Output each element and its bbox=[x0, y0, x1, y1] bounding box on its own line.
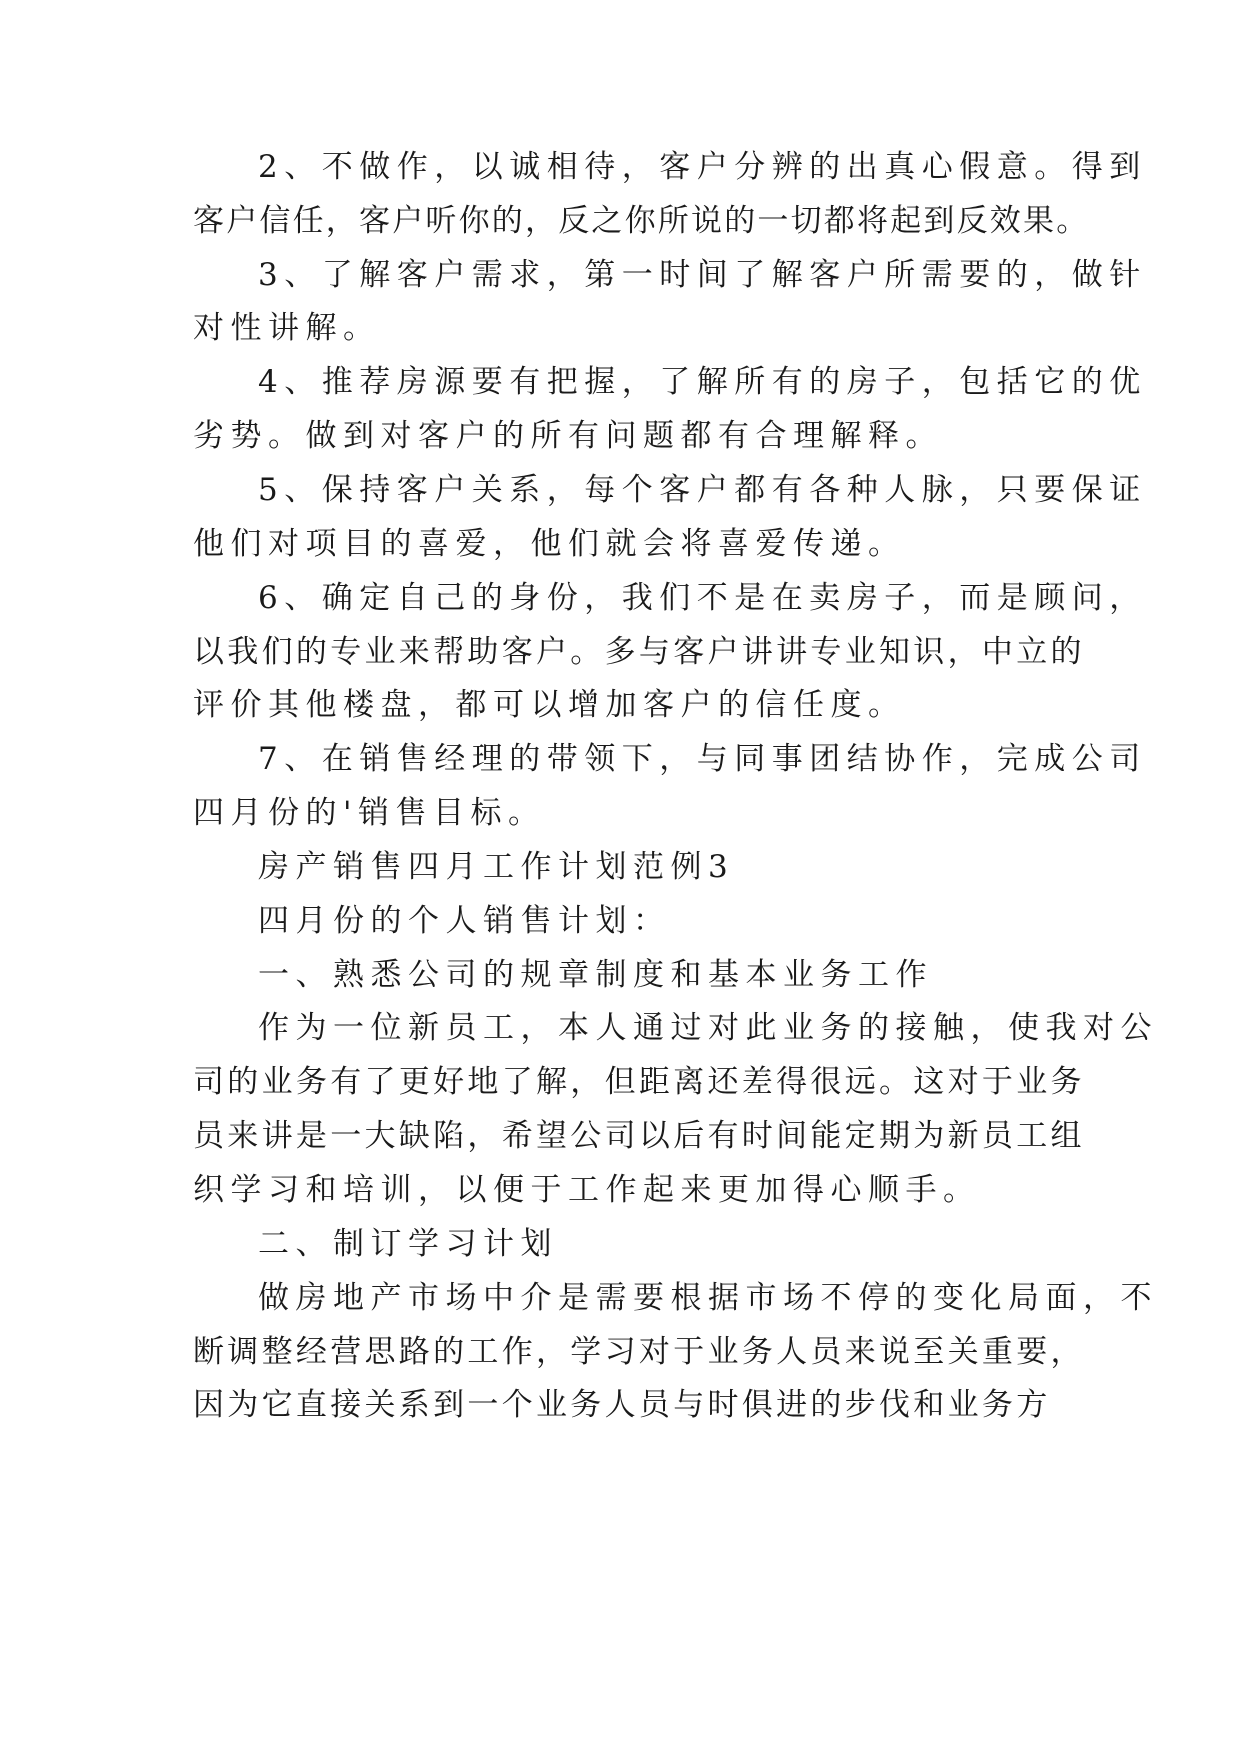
section-heading: 一、熟悉公司的规章制度和基本业务工作 bbox=[258, 957, 933, 993]
section-heading: 房产销售四月工作计划范例3 bbox=[258, 849, 735, 885]
paragraph-line: 5、保持客户关系，每个客户都有各种人脉，只要保证 bbox=[258, 472, 1147, 508]
paragraph-line: 对性讲解。 bbox=[193, 310, 381, 346]
paragraph-line: 7、在销售经理的带领下，与同事团结协作，完成公司 bbox=[258, 741, 1147, 777]
paragraph-line: 他们对项目的喜爱，他们就会将喜爱传递。 bbox=[193, 526, 906, 562]
paragraph-line: 4、推荐房源要有把握，了解所有的房子，包括它的优 bbox=[258, 364, 1147, 400]
paragraph-line: 做房地产市场中介是需要根据市场不停的变化局面，不 bbox=[258, 1280, 1158, 1316]
paragraph-line: 司的业务有了更好地了解，但距离还差得很远。这对于业务 bbox=[193, 1064, 1085, 1100]
paragraph-line: 2、不做作，以诚相待，客户分辨的出真心假意。得到 bbox=[258, 149, 1147, 185]
paragraph-line: 评价其他楼盘，都可以增加客户的信任度。 bbox=[193, 687, 906, 723]
paragraph-line: 四月份的'销售目标。 bbox=[193, 795, 546, 831]
paragraph-line: 客户信任，客户听你的，反之你所说的一切都将起到反效果。 bbox=[193, 203, 1090, 239]
paragraph-line: 3、了解客户需求，第一时间了解客户所需要的，做针 bbox=[258, 257, 1147, 293]
paragraph-line: 断调整经营思路的工作，学习对于业务人员来说至关重要， bbox=[193, 1334, 1085, 1370]
paragraph-line: 劣势。做到对客户的所有问题都有合理解释。 bbox=[193, 418, 943, 454]
section-heading: 二、制订学习计划 bbox=[258, 1226, 558, 1262]
section-heading: 四月份的个人销售计划： bbox=[258, 903, 671, 939]
paragraph-line: 织学习和培训，以便于工作起来更加得心顺手。 bbox=[193, 1172, 981, 1208]
paragraph-line: 6、确定自己的身份，我们不是在卖房子，而是顾问， bbox=[258, 580, 1147, 616]
paragraph-line: 以我们的专业来帮助客户。多与客户讲讲专业知识，中立的 bbox=[193, 634, 1085, 670]
paragraph-line: 作为一位新员工，本人通过对此业务的接触，使我对公 bbox=[258, 1010, 1158, 1046]
paragraph-line: 员来讲是一大缺陷，希望公司以后有时间能定期为新员工组 bbox=[193, 1118, 1085, 1154]
paragraph-line: 因为它直接关系到一个业务人员与时俱进的步伐和业务方 bbox=[193, 1387, 1051, 1423]
